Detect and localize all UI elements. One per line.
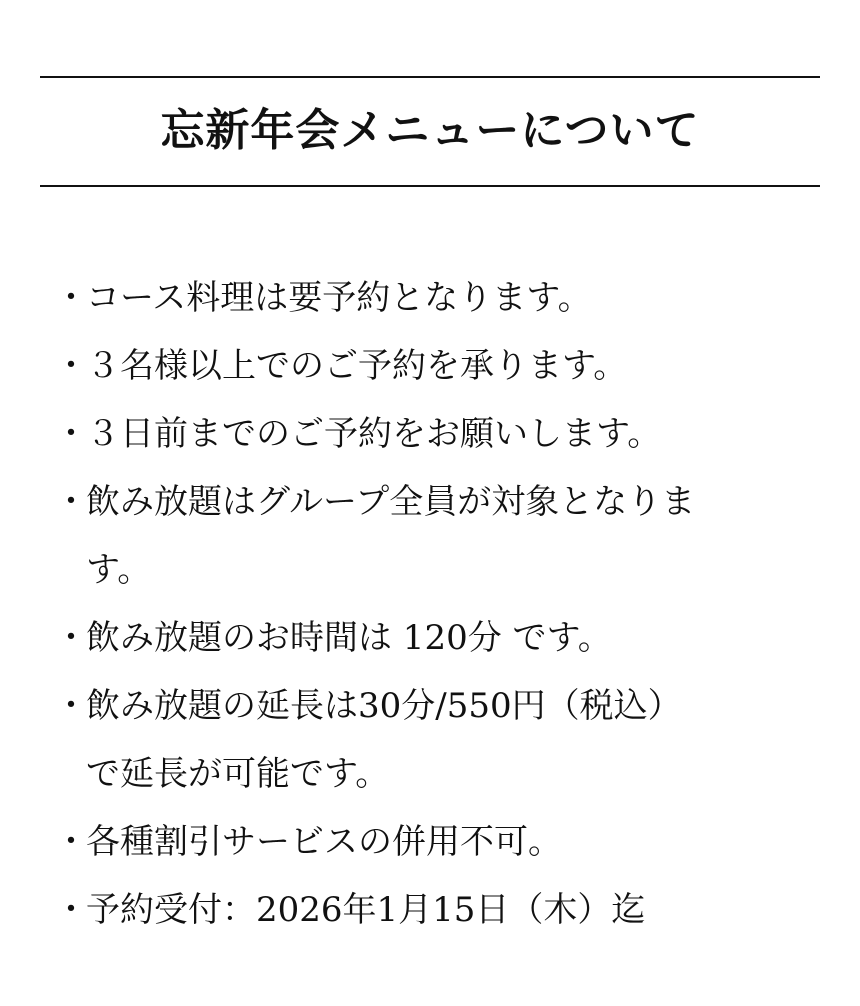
note-text: 予約受付：2026年1月15日（木）迄 [86, 890, 646, 930]
note-item [54, 400, 814, 468]
note-item [54, 876, 814, 944]
note-item [54, 332, 814, 400]
note-text-continued: す。 [86, 550, 152, 590]
bullet-mark: ・ [54, 686, 88, 726]
bullet-mark: ・ [54, 414, 88, 454]
bullet-mark: ・ [54, 278, 88, 318]
note-text: 各種割引サービスの併用不可。 [86, 822, 562, 862]
bullet-mark: ・ [54, 482, 88, 522]
note-text: 飲み放題の延長は30分/550円（税込） [86, 686, 682, 726]
bullet-mark: ・ [54, 890, 88, 930]
bullet-mark: ・ [54, 346, 88, 386]
note-item [54, 264, 814, 332]
note-text: 飲み放題のお時間は 120分 です。 [86, 618, 612, 658]
bullet-mark: ・ [54, 618, 88, 658]
note-text: ３日前までのご予約をお願いします。 [86, 414, 662, 454]
bottom-divider [40, 185, 820, 187]
note-text: コース料理は要予約となります。 [86, 278, 592, 318]
note-item [54, 604, 814, 672]
note-item [54, 808, 814, 876]
top-divider [40, 76, 820, 78]
note-item [54, 672, 814, 808]
note-item [54, 468, 814, 604]
page-title: 忘新年会メニューについて [160, 105, 700, 156]
note-text: 飲み放題はグループ全員が対象となりま [86, 482, 696, 522]
note-text-continued: で延長が可能です。 [86, 754, 390, 794]
bullet-mark: ・ [54, 822, 88, 862]
notes-list [54, 264, 814, 944]
note-text: ３名様以上でのご予約を承ります。 [86, 346, 628, 386]
